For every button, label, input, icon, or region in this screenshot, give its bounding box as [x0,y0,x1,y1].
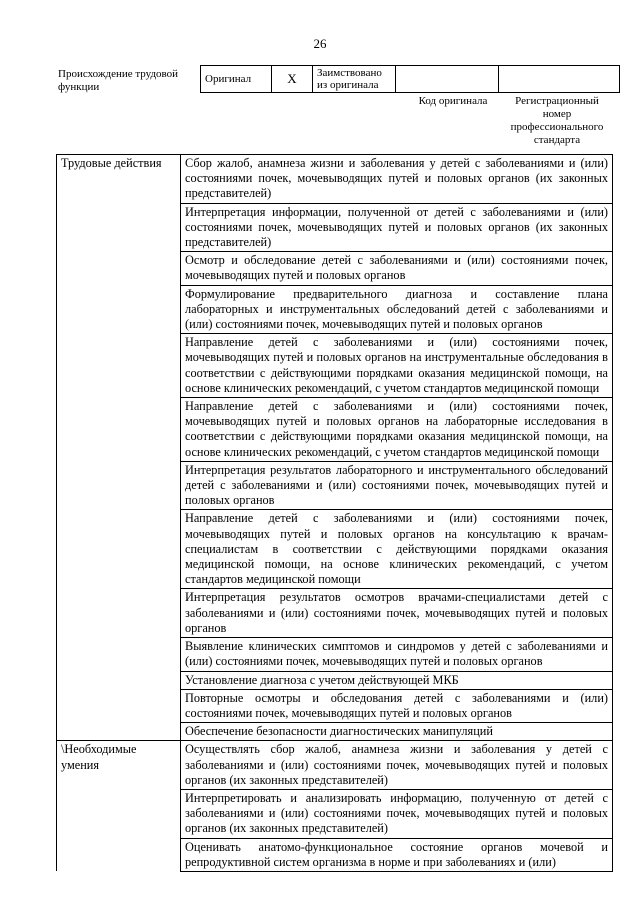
table-row [57,510,613,589]
section-title-continuation [57,285,181,334]
section-title-continuation [57,671,181,689]
section-item: Осуществлять сбор жалоб, анамнеза жизни и заболевания у детей с заболеваниями и (или) состояниями почек, мочевыводящих путей и половых органов (их законных представителей) [181,741,613,790]
section-title-continuation [57,723,181,741]
section-item: Осмотр и обследование детей с заболеваниями и (или) состояниями почек, мочевыводящих путей и половых органов [181,252,613,285]
table-row [57,252,613,285]
table-row [57,461,613,510]
section-title-continuation [57,252,181,285]
table-row [57,203,613,252]
table-row [57,671,613,689]
code-caption: Код оригинала [418,95,488,107]
table-row [57,334,613,398]
section-title-continuation [57,838,181,871]
section-title: \Необходимые умения [57,741,181,790]
section-item: Установление диагноза с учетом действующей МКБ [181,671,613,689]
section-title-continuation [57,589,181,638]
section-item: Обеспечение безопасности диагностических манипуляций [181,723,613,741]
section-item: Интерпретация результатов осмотров врачами-специалистами детей с заболеваниями и (или) состояниями почек, мочевыводящих путей и половых органов [181,589,613,638]
section-item: Интерпретировать и анализировать информацию, полученную от детей с заболеваниями и (или) состояниями почек, мочевыводящих путей и половых органов (их законных представителей) [181,789,613,838]
section-item: Интерпретация информации, полученной от детей с заболеваниями и (или) состояниями почек, мочевыводящих путей и половых органов (их законных представителей) [181,203,613,252]
section-item: Направление детей с заболеваниями и (или) состояниями почек, мочевыводящих путей и половых органов на инструментальные обследования в соответствии с действующими порядками оказания медицинской помощи, на основе клинических рекомендаций, с учетом стандартов медицинской помощи [181,334,613,398]
origin-table [200,65,620,93]
section-item: Формулирование предварительного диагноза и составление плана лабораторных и инструментальных обследований детей с заболеваниями и (или) состояниями почек, мочевыводящих путей и половых органов [181,285,613,334]
origin-label: Происхождение трудовой функции [58,68,179,93]
section-title-continuation [57,334,181,398]
table-row [57,838,613,871]
table-row [57,155,613,204]
table-row [57,398,613,462]
section-title-continuation [57,689,181,722]
page-number: 26 [313,36,327,51]
table-row [57,638,613,671]
table-row [57,723,613,741]
reg-caption: Регистрационный номер профессионального стандарта [510,95,604,146]
section-item: Повторные осмотры и обследования детей с заболеваниями и (или) состояниями почек, мочевыводящих путей и половых органов [181,689,613,722]
section-title-continuation [57,638,181,671]
original-cell: Оригинал [201,66,272,93]
code-cell [396,66,499,93]
section-title-continuation [57,203,181,252]
table-row [57,741,613,790]
table-row [57,285,613,334]
table-row [57,689,613,722]
section-item: Оценивать анатомо-функциональное состояние органов мочевой и репродуктивной систем организма в норме и при заболеваниях и (или) [181,838,613,871]
original-mark: X [272,66,313,93]
functions-table [56,154,613,872]
section-title-continuation [57,789,181,838]
section-title: Трудовые действия [57,155,181,204]
section-title-continuation [57,398,181,462]
section-item: Выявление клинических симптомов и синдромов у детей с заболеваниями и (или) состояниями почек, мочевыводящих путей и половых органов [181,638,613,671]
borrowed-cell: Заимствовано из оригинала [313,66,396,93]
section-item: Сбор жалоб, анамнеза жизни и заболевания у детей с заболеваниями и (или) состояниями почек, мочевыводящих путей и половых органов (их законных представителей) [181,155,613,204]
table-row [57,789,613,838]
reg-number-cell [499,66,620,93]
section-item: Направление детей с заболеваниями и (или) состояниями почек, мочевыводящих путей и половых органов на лабораторные исследования в соответствии с действующими порядками оказания медицинской помощи, на основе клинических рекомендаций, с учетом стандартов медицинской помощи [181,398,613,462]
section-title-continuation [57,461,181,510]
table-row [57,589,613,638]
section-title-continuation [57,510,181,589]
section-item: Интерпретация результатов лабораторного и инструментального обследований детей с заболеваниями и (или) состояниями почек, мочевыводящих путей и половых органов [181,461,613,510]
section-item: Направление детей с заболеваниями и (или) состояниями почек, мочевыводящих путей и половых органов на консультацию к врачам-специалистам в соответствии с действующими порядками оказания медицинской помощи, на основе клинических рекомендаций, с учетом стандартов медицинской помощи [181,510,613,589]
